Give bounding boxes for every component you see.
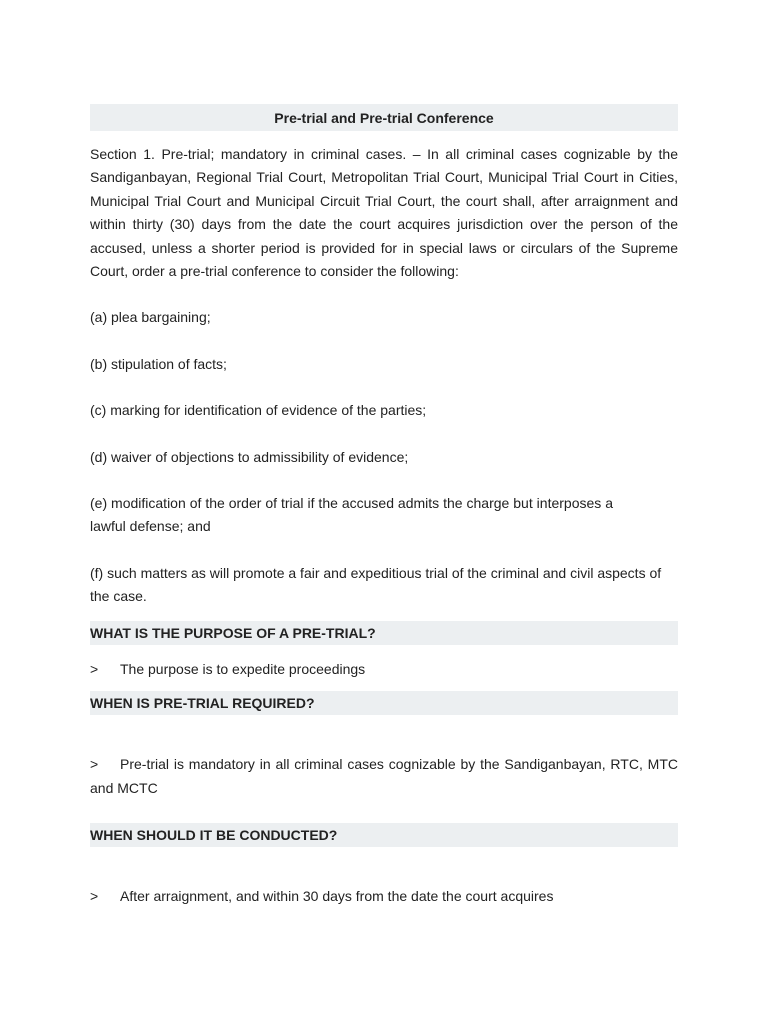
section-heading-purpose: WHAT IS THE PURPOSE OF A PRE-TRIAL?	[90, 621, 678, 645]
title-bar	[90, 104, 678, 131]
section-heading-required: WHEN IS PRE-TRIAL REQUIRED?	[90, 691, 678, 715]
marker: >	[90, 887, 99, 904]
answer-required	[90, 753, 678, 800]
answer-text: Pre-trial is mandatory in all criminal cases cognizable by the Sandiganbayan, RTC, MTC and MCTC	[90, 756, 678, 796]
list-item-b: (b) stipulation of facts;	[90, 355, 227, 372]
list-item-d: (d) waiver of objections to admissibility of evidence;	[90, 448, 409, 465]
answer-text: The purpose is to expedite proceedings	[120, 660, 366, 677]
section-paragraph: Section 1. Pre-trial; mandatory in criminal cases. – In all criminal cases cognizable by the Sandiganbayan, Regional Trial Court, Metropolitan Trial Court, Municipal Trial Court in Cities, Municipal Trial Court and Municipal Circuit Trial Court, the court shall, after arraignment and within thirty (30) days from the date the court acquires jurisdiction over the person of the accused, unless a shorter period is provided for in special laws or circulars of the Supreme Court, order a pre-trial conference to consider the following:	[90, 146, 678, 280]
answer-conducted	[90, 885, 630, 908]
list-item-c: (c) marking for identification of evidence of the parties;	[90, 402, 427, 419]
document-page	[90, 104, 678, 908]
document-title: Pre-trial and Pre-trial Conference	[274, 109, 494, 126]
marker: >	[90, 756, 99, 773]
answer-purpose	[90, 658, 678, 681]
list-item-e: (e) modification of the order of trial if the accused admits the charge but interposes a lawful defense; and	[90, 495, 613, 535]
list-item-a: (a) plea bargaining;	[90, 309, 211, 326]
section-heading-conducted: WHEN SHOULD IT BE CONDUCTED?	[90, 823, 678, 847]
answer-text: After arraignment, and within 30 days from the date the court acquires	[120, 887, 554, 904]
list-item-f: (f) such matters as will promote a fair and expeditious trial of the criminal and civil aspects of the case.	[90, 564, 662, 605]
marker: >	[90, 660, 99, 677]
